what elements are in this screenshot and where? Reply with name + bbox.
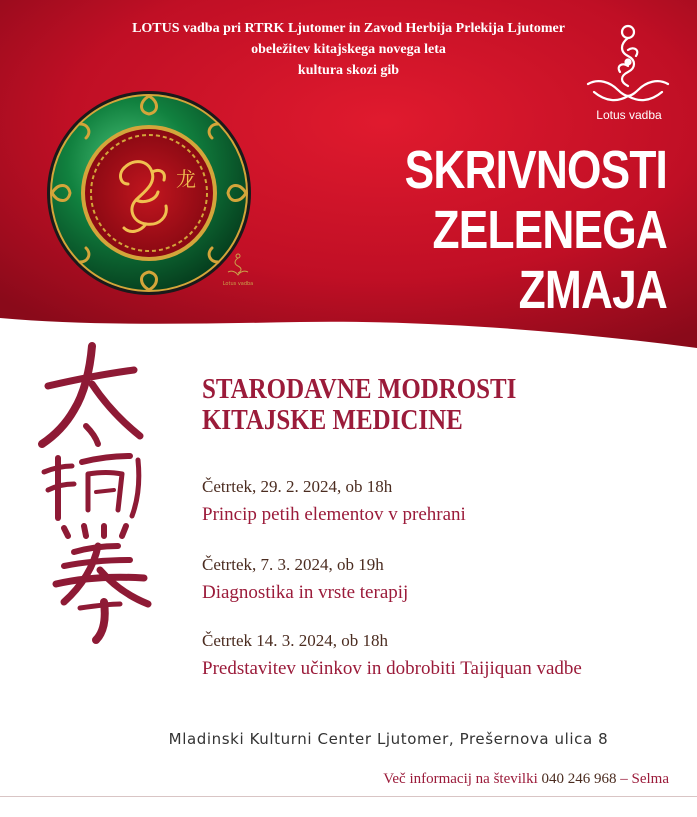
- tai-chi-calligraphy: [34, 340, 164, 650]
- event-date: Četrtek 14. 3. 2024, ob 18h: [202, 631, 389, 650]
- logo-label: Lotus vadba: [596, 108, 662, 122]
- event-date: Četrtek, 7. 3. 2024, ob 19h: [202, 555, 384, 574]
- contact-info: [383, 771, 669, 788]
- contact-name: Selma: [631, 771, 669, 787]
- event-topic: Predstavitev učinkov in dobrobiti Taijiquan vadbe: [202, 658, 582, 679]
- contact-prefix: Več informacij na številki: [383, 771, 538, 787]
- organizer-line: LOTUS vadba pri RTRK Ljutomer in Zavod Herbija Prlekija Ljutomer: [132, 21, 565, 36]
- main-title: [405, 140, 667, 320]
- motto-line: kultura skozi gib: [297, 63, 400, 78]
- event-topic: Princip petih elementov v prehrani: [202, 504, 466, 525]
- contact-separator: –: [620, 771, 628, 787]
- occasion-line: obeležitev kitajskega novega leta: [251, 42, 446, 57]
- dragon-glyph: 龙: [176, 167, 196, 191]
- title-line: SKRIVNOSTI: [404, 140, 667, 200]
- title-line: ZMAJA: [518, 260, 667, 320]
- subtitle-line: KITAJSKE MEDICINE: [202, 404, 463, 436]
- event-topic: Diagnostika in vrste terapij: [202, 582, 409, 603]
- title-line: ZELENEGA: [432, 200, 667, 260]
- subtitle: [202, 374, 516, 436]
- divider: [0, 796, 697, 797]
- venue-address: Mladinski Kulturni Center Ljutomer, Prešernova ulica 8: [168, 730, 609, 748]
- contact-phone: 040 246 968: [541, 771, 617, 787]
- subtitle-line: STARODAVNE MODROSTI: [202, 373, 517, 405]
- event-item: [202, 631, 582, 680]
- dragon-medallion-icon: [44, 88, 254, 298]
- event-item: [202, 477, 466, 526]
- medallion-label: Lotus vadba: [222, 281, 254, 287]
- event-item: [202, 555, 408, 604]
- event-date: Četrtek, 29. 2. 2024, ob 18h: [202, 477, 393, 496]
